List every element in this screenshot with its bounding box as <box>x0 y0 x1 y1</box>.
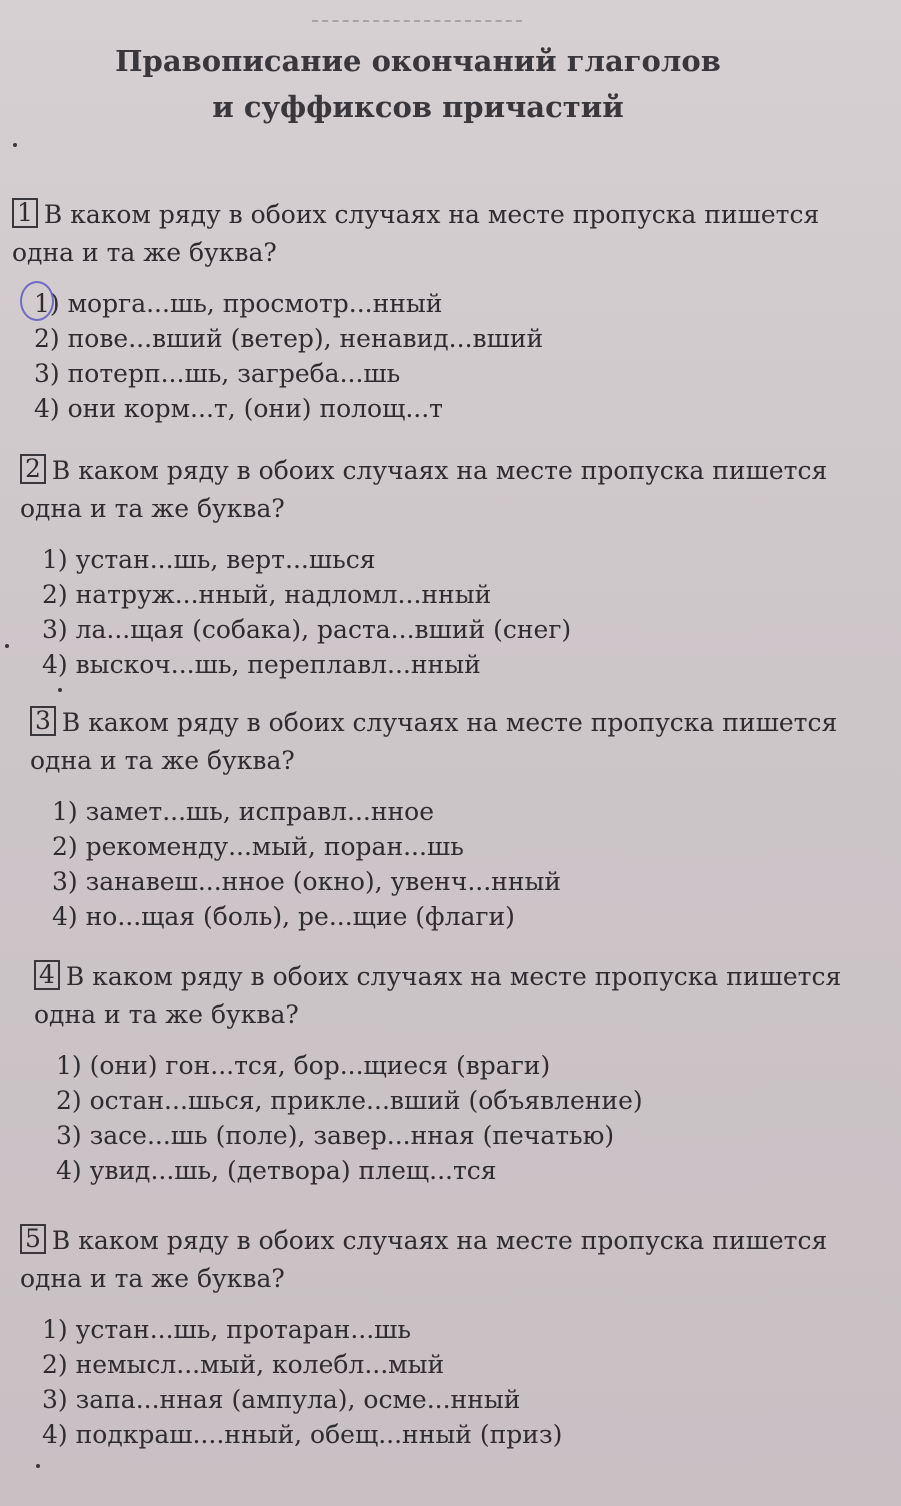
task-question <box>34 958 894 996</box>
pen-circle-mark <box>20 281 54 321</box>
option-1[interactable]: 1) морга...шь, просмотр...нный <box>34 289 443 318</box>
question-text: В каком ряду в обоих случаях на месте пропуска пишется <box>65 962 842 991</box>
task-question <box>20 1222 880 1260</box>
question-text-cont: одна и та же буква? <box>34 1000 299 1029</box>
task-question <box>12 196 872 234</box>
option-list <box>20 1312 880 1452</box>
option-1[interactable]: 1) замет...шь, исправл...нное <box>52 797 435 826</box>
option-4[interactable]: 4) подкраш....нный, обещ...нный (приз) <box>42 1420 563 1449</box>
header-rule <box>312 20 522 22</box>
question-text-cont: одна и та же буква? <box>20 1264 285 1293</box>
task-number: 3 <box>30 706 56 736</box>
option-list <box>30 794 890 934</box>
option-4[interactable]: 4) выскоч...шь, переплавл...нный <box>42 650 481 679</box>
speck <box>5 644 9 648</box>
question-text: В каком ряду в обоих случаях на месте пропуска пишется <box>51 456 828 485</box>
option-2[interactable]: 2) рекоменду...мый, поран...шь <box>52 832 464 861</box>
title-line-2: и суффиксов причастий <box>212 90 624 124</box>
option-4[interactable]: 4) но...щая (боль), ре...щие (флаги) <box>52 902 515 931</box>
option-3[interactable]: 3) запа...нная (ампула), осме...нный <box>42 1385 521 1414</box>
option-2[interactable]: 2) немысл...мый, колебл...мый <box>42 1350 445 1379</box>
option-2[interactable]: 2) пове...вший (ветер), ненавид...вший <box>34 324 544 353</box>
task-1 <box>12 196 872 426</box>
option-3[interactable]: 3) занавеш...нное (окно), увенч...нный <box>52 867 562 896</box>
option-4[interactable]: 4) они корм...т, (они) полощ...т <box>34 394 444 423</box>
option-3[interactable]: 3) засе...шь (поле), завер...нная (печатью) <box>56 1121 615 1150</box>
task-number: 5 <box>20 1224 46 1254</box>
option-1[interactable]: 1) устан...шь, верт...шься <box>42 545 376 574</box>
task-4 <box>34 958 894 1188</box>
option-2[interactable]: 2) остан...шься, прикле...вший (объявление) <box>56 1086 643 1115</box>
option-4[interactable]: 4) увид...шь, (детвора) плещ...тся <box>56 1156 497 1185</box>
option-list <box>20 542 880 682</box>
speck <box>36 1464 40 1468</box>
question-text: В каком ряду в обоих случаях на месте пропуска пишется <box>61 708 838 737</box>
task-number: 2 <box>20 454 46 484</box>
task-number: 4 <box>34 960 60 990</box>
option-2[interactable]: 2) натруж...нный, надломл...нный <box>42 580 492 609</box>
question-text-cont: одна и та же буква? <box>20 494 285 523</box>
question-text: В каком ряду в обоих случаях на месте пропуска пишется <box>43 200 820 229</box>
option-list <box>34 1048 894 1188</box>
page-title <box>0 38 836 130</box>
task-question <box>20 452 880 490</box>
option-3[interactable]: 3) ла...щая (собака), раста...вший (снег) <box>42 615 572 644</box>
option-1[interactable]: 1) (они) гон...тся, бор...щиеся (враги) <box>56 1051 551 1080</box>
question-text-cont: одна и та же буква? <box>12 238 277 267</box>
task-2 <box>20 452 880 682</box>
speck <box>13 143 17 147</box>
task-number: 1 <box>12 198 38 228</box>
title-line-1: Правописание окончаний глаголов <box>115 44 721 78</box>
task-3 <box>30 704 890 934</box>
option-3[interactable]: 3) потерп...шь, загреба...шь <box>34 359 401 388</box>
option-1[interactable]: 1) устан...шь, протаран...шь <box>42 1315 412 1344</box>
option-list <box>12 286 872 426</box>
task-5 <box>20 1222 880 1452</box>
task-question <box>30 704 890 742</box>
speck <box>58 688 62 692</box>
question-text: В каком ряду в обоих случаях на месте пропуска пишется <box>51 1226 828 1255</box>
question-text-cont: одна и та же буква? <box>30 746 295 775</box>
